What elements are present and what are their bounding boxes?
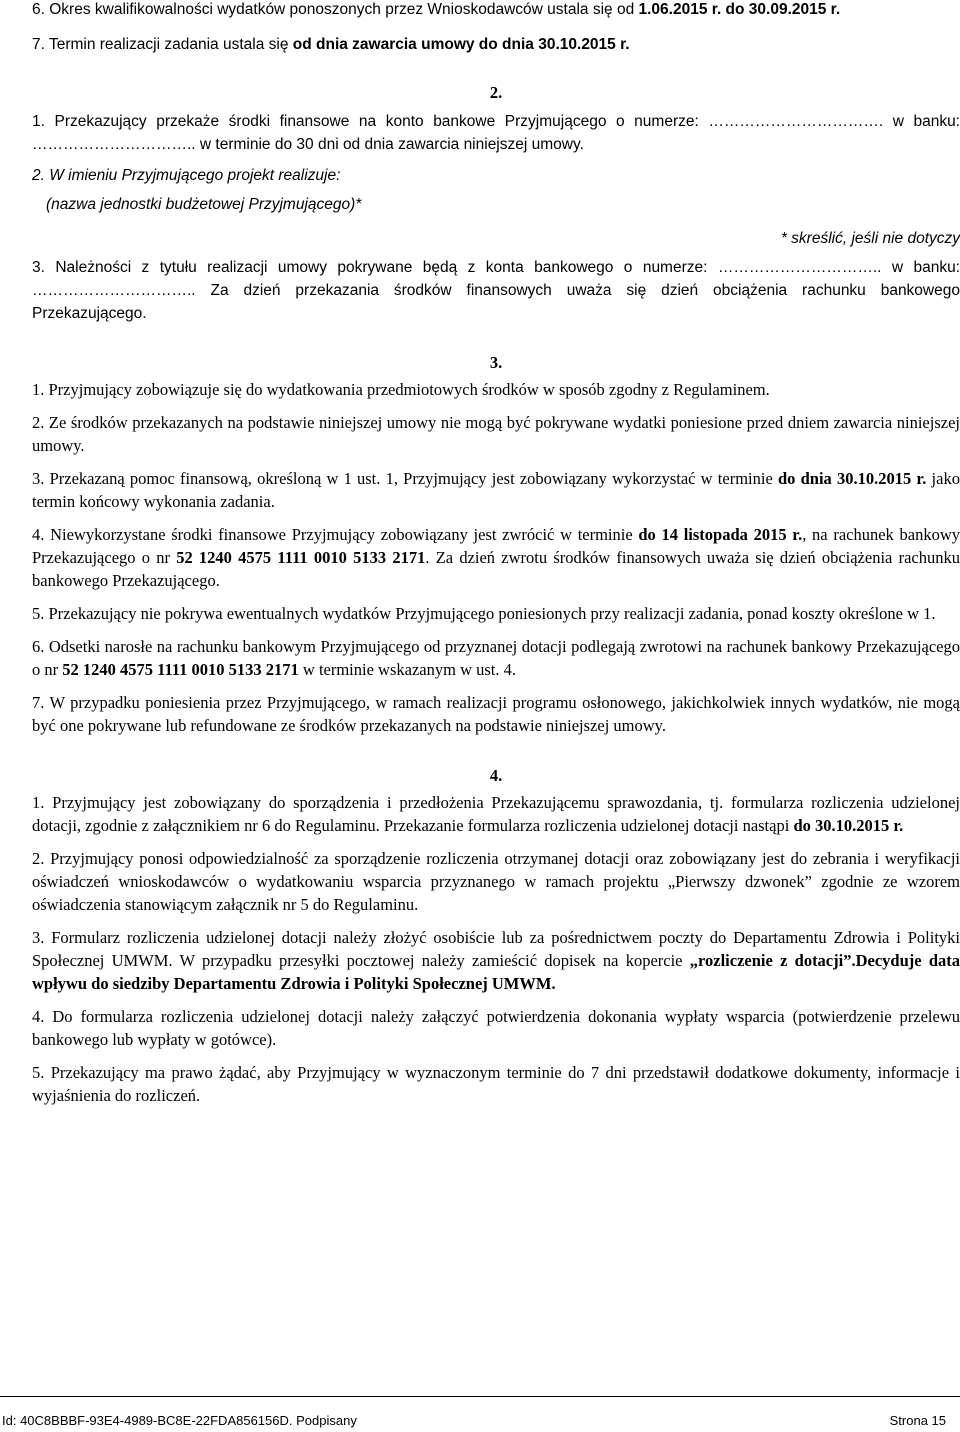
paragraph-6 xyxy=(32,0,960,21)
text: 4. Niewykorzystane środki finansowe Przyjmujący zobowiązany jest zwrócić w terminie xyxy=(32,525,639,544)
text: , na rachunek bankowy Przekazującego o nr xyxy=(32,525,960,567)
section-4-heading: 4. xyxy=(489,766,503,785)
section-3-paragraph-4 xyxy=(32,523,960,592)
text: 7. Termin realizacji zadania ustala się xyxy=(32,36,293,53)
paragraph-7 xyxy=(32,33,960,56)
section-4-paragraph-5: 5. Przekazujący ma prawo żądać, aby Przyjmujący w wyznaczonym terminie do 7 dni przedstawił dodatkowe dokumenty, informacje i wyjaśnienia do rozliczeń. xyxy=(32,1063,960,1105)
account-number: 52 1240 4575 1111 0010 5133 2171 xyxy=(176,548,426,567)
section-4-paragraph-1 xyxy=(32,791,960,837)
section-4-paragraph-2: 2. Przyjmujący ponosi odpowiedzialność za sporządzenie rozliczenia otrzymanej dotacji oraz zobowiązany jest do zebrania i weryfikacji oświadczeń wnioskodawców o wydatkowaniu wsparcia przyznanego w ramach projektu „Pierwszy dzwonek” zgodnie ze wzorem oświadczenia stanowiącym załącznik nr 5 do Regulaminu. xyxy=(32,849,960,914)
section-2-paragraph-3: 3. Należności z tytułu realizacji umowy pokrywane będą z konta bankowego o numerze: ………………………….. w banku: ………………………….. Za dzień przekazania środków finansowych uważa się dzień obciążenia rachunku bankowego Przekazującego. xyxy=(32,259,960,322)
bold-text: 1.06.2015 r. do 30.09.2015 r. xyxy=(638,1,841,18)
page-number: Strona 15 xyxy=(889,1413,946,1428)
text: . Za dzień zwrotu środków finansowych uważa się dzień obciążenia rachunku bankowego Przekazującego. xyxy=(32,548,960,590)
text: jako termin końcowy wykonania zadania. xyxy=(32,469,960,511)
text: 3. Przekazaną pomoc finansową, określoną w 1 ust. 1, Przyjmujący jest zobowiązany wykorzystać w terminie xyxy=(32,469,778,488)
section-3-paragraph-1: 1. Przyjmujący zobowiązuje się do wydatkowania przedmiotowych środków w sposób zgodny z Regulaminem. xyxy=(32,380,770,399)
text: 6. Okres kwalifikowalności wydatków ponoszonych przez Wnioskodawców ustala się od xyxy=(32,1,639,18)
section-2-heading: 2. xyxy=(489,83,503,102)
text: 6. Odsetki narosłe na rachunku bankowym Przyjmującego od przyznanej dotacji podlegają zwrotowi na rachunek bankowy Przekazującego o nr xyxy=(32,637,960,679)
section-3-paragraph-6 xyxy=(32,635,960,681)
text: 1. Przyjmujący jest zobowiązany do sporządzenia i przedłożenia Przekazującemu sprawozdania, tj. formularza rozliczenia udzielonej dotacji, zgodnie z załącznikiem nr 6 do Regulaminu. Przekazanie formularza rozliczenia udzielonej dotacji nastąpi xyxy=(32,793,960,835)
bold-text: do 30.10.2015 r. xyxy=(793,816,904,835)
section-2-paragraph-2-sub: (nazwa jednostki budżetowej Przyjmującego)* xyxy=(46,196,362,213)
page-footer xyxy=(0,1396,960,1429)
text: 3. Formularz rozliczenia udzielonej dotacji należy złożyć osobiście lub za pośrednictwem poczty do Departamentu Zdrowia i Polityki Społecznej UMWM. W przypadku przesyłki pocztowej należy zamieścić dopisek na kopercie xyxy=(32,928,960,970)
section-3-heading: 3. xyxy=(489,353,503,372)
section-4-paragraph-3 xyxy=(32,926,960,995)
document-id: Id: 40C8BBBF-93E4-4989-BC8E-22FDA856156D. Podpisany xyxy=(2,1413,357,1428)
section-3-paragraph-5: 5. Przekazujący nie pokrywa ewentualnych wydatków Przyjmującego poniesionych przy realizacji zadania, ponad koszty określone w 1. xyxy=(32,604,936,623)
document-page xyxy=(32,0,960,1107)
section-2-paragraph-2: 2. W imieniu Przyjmującego projekt realizuje: xyxy=(32,167,341,184)
section-3-paragraph-7: 7. W przypadku poniesienia przez Przyjmującego, w ramach realizacji programu osłonowego, jakichkolwiek innych wydatków, nie mogą być one pokrywane lub refundowane ze środków przekazanych na podstawie niniejszej umowy. xyxy=(32,693,960,735)
text: w terminie wskazanym w ust. 4. xyxy=(298,660,516,679)
bold-text: „rozliczenie z dotacji”.Decyduje data wpływu do siedziby Departamentu Zdrowia i Polityki Społecznej UMWM. xyxy=(32,951,960,993)
bold-text: do 14 listopada 2015 r. xyxy=(638,525,803,544)
section-2-paragraph-1: 1. Przekazujący przekaże środki finansowe na konto bankowe Przyjmującego o numerze: ……………………………. w banku: ………………………….. w terminie do 30 dni od dnia zawarcia niniejszej umowy. xyxy=(32,113,960,153)
section-3-paragraph-3 xyxy=(32,467,960,513)
footnote-strike: * skreślić, jeśli nie dotyczy xyxy=(780,230,960,247)
section-3-paragraph-2: 2. Ze środków przekazanych na podstawie niniejszej umowy nie mogą być pokrywane wydatki poniesione przed dniem zawarcia niniejszej umowy. xyxy=(32,413,960,455)
account-number: 52 1240 4575 1111 0010 5133 2171 xyxy=(62,660,299,679)
bold-text: od dnia zawarcia umowy do dnia 30.10.2015 r. xyxy=(292,36,630,53)
bold-text: do dnia 30.10.2015 r. xyxy=(777,469,927,488)
section-4-paragraph-4: 4. Do formularza rozliczenia udzielonej dotacji należy załączyć potwierdzenia dokonania wypłaty wsparcia (potwierdzenie przelewu bankowego lub wypłaty w gotówce). xyxy=(32,1007,960,1049)
